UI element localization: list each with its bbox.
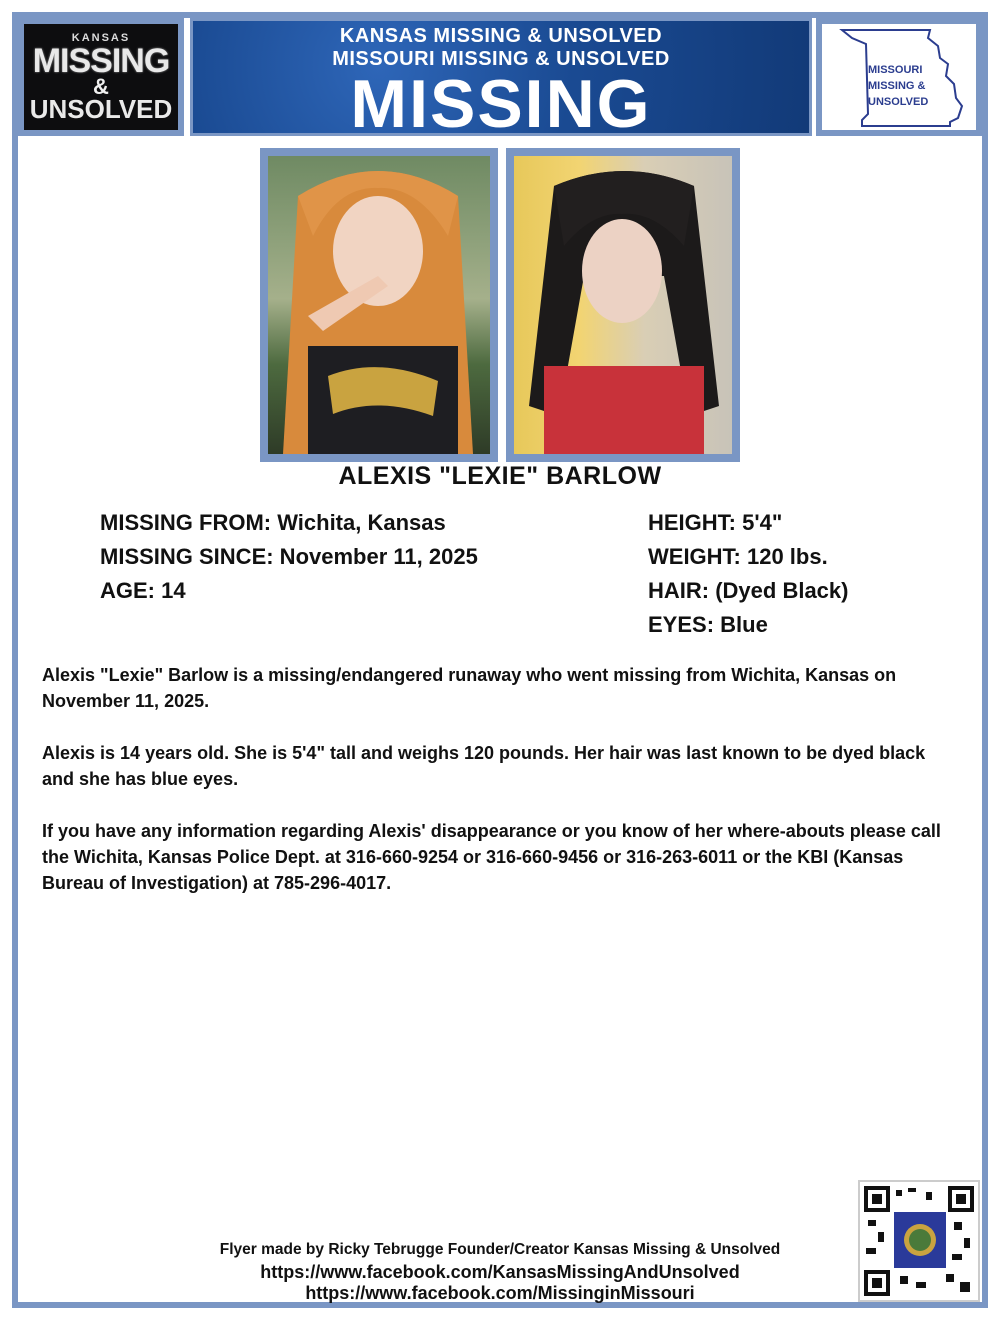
qr-code-icon	[860, 1182, 978, 1300]
flyer-credit: Flyer made by Ricky Tebrugge Founder/Creator Kansas Missing & Unsolved	[219, 1241, 781, 1258]
facebook-link-missouri[interactable]: https://www.facebook.com/MissinginMissouri	[305, 1283, 695, 1303]
weight-field: WEIGHT: 120 lbs.	[648, 544, 828, 569]
portrait-left-icon	[268, 156, 490, 454]
stats-right-column	[648, 506, 848, 642]
banner-missouri-line: MISSOURI MISSING & UNSOLVED	[332, 48, 670, 70]
kansas-missing-unsolved-logo	[18, 18, 184, 136]
missing-since-field: MISSING SINCE: November 11, 2025	[100, 544, 478, 569]
logo-missing-text: MISSING	[32, 41, 170, 80]
missouri-logo-line2: MISSING &	[868, 80, 926, 92]
missouri-missing-unsolved-logo	[816, 18, 982, 136]
missing-from-field: MISSING FROM: Wichita, Kansas	[100, 510, 446, 535]
qr-code[interactable]	[858, 1180, 980, 1302]
facebook-link-kansas[interactable]: https://www.facebook.com/KansasMissingAndUnsolved	[260, 1262, 740, 1282]
missouri-logo-line1: MISSOURI	[868, 64, 923, 76]
description-paragraph-2: Alexis is 14 years old. She is 5'4" tall and weighs 120 pounds. Her hair was last known to be dyed black and she has blue eyes.	[42, 743, 926, 789]
photo-image-right	[514, 156, 732, 454]
photo-dark-hair	[506, 148, 740, 462]
stats-left-column	[100, 506, 478, 608]
banner-kansas-line: KANSAS MISSING & UNSOLVED	[339, 25, 663, 47]
height-field: HEIGHT: 5'4"	[648, 510, 783, 535]
photo-image-left	[268, 156, 490, 454]
description-paragraph-3: If you have any information regarding Alexis' disappearance or you know of her where-abouts please call the Wichita, Kansas Police Dept. at 316-660-9254 or 316-660-9456 or 316-263-6011 or the KBI (Kansas Bureau of Investigation) at 785-296-4017.	[42, 821, 941, 893]
description-paragraph-1: Alexis "Lexie" Barlow is a missing/endangered runaway who went missing from Wichita, Kansas on November 11, 2025.	[42, 665, 897, 711]
hair-field: HAIR: (Dyed Black)	[648, 578, 849, 603]
logo-kansas-text: KANSAS	[71, 31, 131, 44]
photo-orange-hair	[260, 148, 498, 462]
logo-ampersand-text: &	[93, 73, 109, 99]
logo-unsolved-text: UNSOLVED	[29, 93, 173, 124]
flyer-frame	[12, 12, 988, 1308]
portrait-right-icon	[514, 156, 732, 454]
missing-banner	[190, 18, 812, 142]
eyes-field: EYES: Blue	[648, 612, 768, 637]
age-field: AGE: 14	[100, 578, 186, 603]
missouri-logo-line3: UNSOLVED	[868, 96, 929, 108]
missing-person-name: ALEXIS "LEXIE" BARLOW	[338, 462, 662, 490]
banner-missing-title: MISSING	[350, 66, 652, 142]
missouri-logo-text	[868, 62, 928, 110]
